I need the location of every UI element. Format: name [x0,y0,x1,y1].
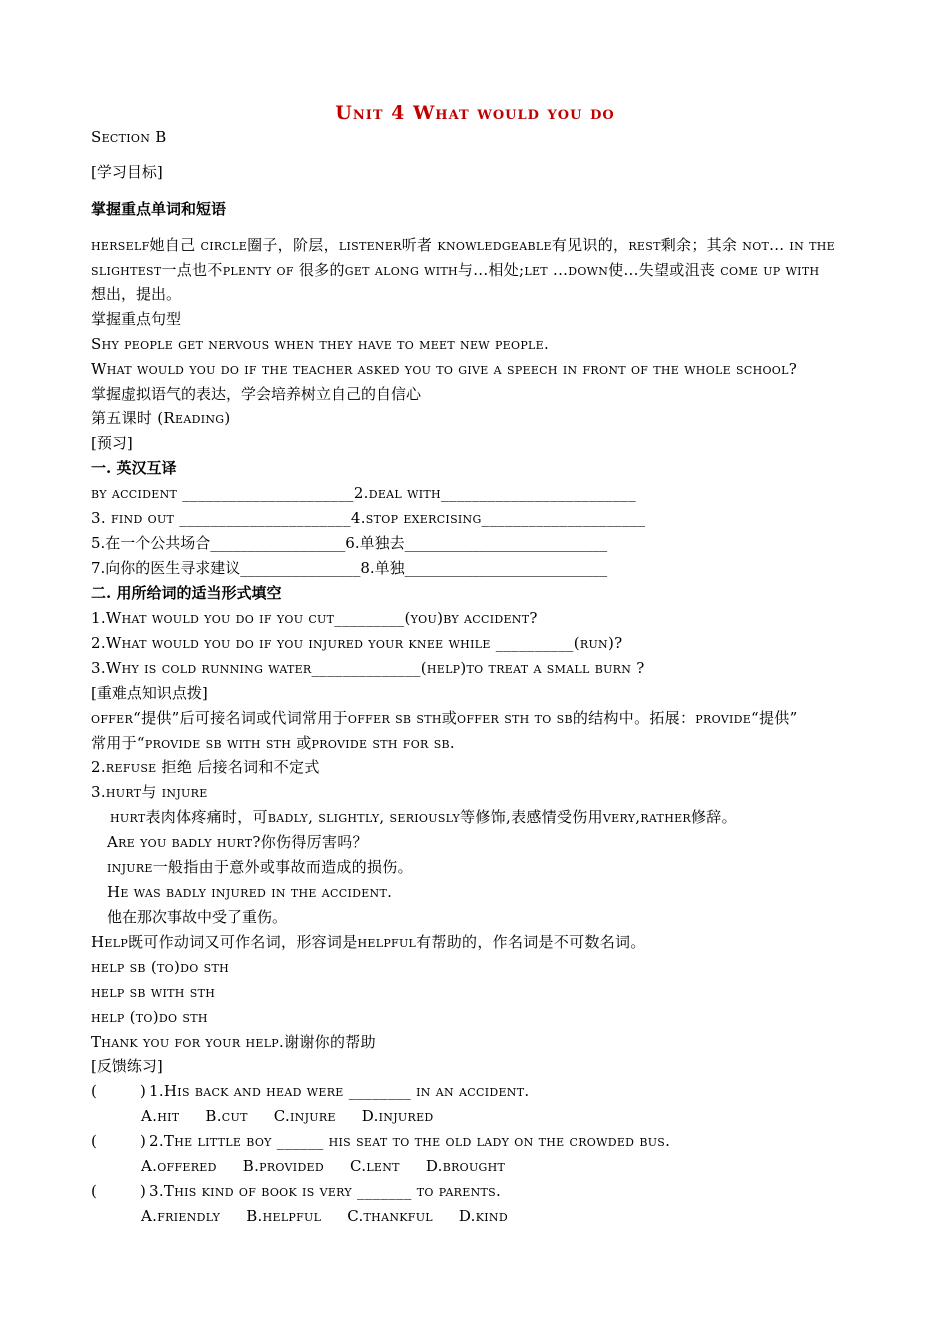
refuse-note: 2.refuse 拒绝 后接名词和不定式 [91,758,320,776]
help-pattern-2: help sb with sth [91,983,216,1001]
injure-note: injure一般指由于意外或事故而造成的损伤。 [107,858,413,876]
heading-practice: [反馈练习] [91,1057,163,1075]
exercise-2-paren-close: ) [140,1132,146,1150]
section-label: Section B [91,128,167,146]
help-pattern-3: help (to)do sth [91,1008,208,1026]
vocab-line-1: herself她自己 circle圈子，阶层，listener听者 knowledgeable有见识的，rest剩余；其余 not... in the [91,236,835,254]
option-c: C.injure [273,1107,336,1125]
heading-key-words: 掌握重点单词和短语 [91,200,227,218]
exercise-3-paren-close: ) [140,1182,146,1200]
vocab-line-2: slightest一点也不plenty of 很多的get along with与...相处;let ...down使...失望或沮丧 come up with [91,261,820,279]
exercise-2-paren-open: ( [91,1132,97,1150]
objective-subjunctive: 掌握虚拟语气的表达，学会培养树立自己的自信心 [91,385,422,403]
option-a: A.offered [141,1157,217,1175]
option-d: D.kind [458,1207,508,1225]
fill-item-3: 3.Why is cold running water______________(help)to treat a small burn ? [91,659,645,677]
injure-example-translation: 他在那次事故中受了重伤。 [107,908,288,926]
hurt-injure-heading: 3.hurt与 injure [91,783,208,801]
translate-row-4: 7.向你的医生寻求建议________________8.单独___________________________ [91,559,608,577]
exercise-3-question: 3.This kind of book is very _______ to parents. [149,1182,502,1200]
exercise-1-paren-open: ( [91,1082,97,1100]
help-pattern-1: help sb (to)do sth [91,958,230,976]
offer-note-2: 常用于“provide sb with sth 或provide sth for sb. [91,734,455,752]
exercise-2-options [141,1156,531,1176]
heading-key-points: [重难点知识点拨] [91,684,208,702]
offer-note-1: offer“提供”后可接名词或代词常用于offer sb sth或offer sth to sb的结构中。拓展：provide“提供” [91,709,798,727]
hurt-example: Are you badly hurt?你伤得厉害吗？ [107,833,368,851]
page-title: Unit 4 What would you do [335,102,615,124]
fill-item-2: 2.What would you do if you injured your knee while __________(run)? [91,634,623,652]
fill-item-1: 1.What would you do if you cut_________(you)by accident? [91,609,538,627]
injure-example: He was badly injured in the accident. [107,883,393,901]
exercise-3-options [141,1206,534,1226]
heading-fill-forms: 二. 用所给词的适当形式填空 [91,584,282,602]
option-b: B.helpful [246,1207,322,1225]
vocab-line-3: 想出，提出。 [91,285,182,303]
exercise-1-options [141,1106,460,1126]
option-d: D.brought [425,1157,506,1175]
heading-preview: [预习] [91,434,133,452]
translate-row-3: 5.在一个公共场合__________________6.单独去___________________________ [91,534,608,552]
heading-objectives: [学习目标] [91,163,163,181]
hurt-note: hurt表肉体疼痛时，可badly, slightly, seriously等修饰,表感情受伤用very,rather修辞。 [110,808,737,826]
heading-translate: 一. 英汉互译 [91,459,177,477]
option-a: A.hit [141,1107,180,1125]
option-d: D.injured [361,1107,434,1125]
option-c: C.lent [350,1157,400,1175]
help-example: Thank you for your help.谢谢你的帮助 [91,1033,376,1051]
exercise-2-question: 2.The little boy ______ his seat to the old lady on the crowded bus. [149,1132,671,1150]
exercise-1-paren-close: ) [140,1082,146,1100]
option-b: B.cut [205,1107,248,1125]
lesson-label: 第五课时 (Reading) [91,409,231,427]
exercise-3-paren-open: ( [91,1182,97,1200]
sentence-1: Shy people get nervous when they have to meet new people. [91,335,550,353]
exercise-1-question: 1.His back and head were ________ in an accident. [149,1082,530,1100]
option-a: A.friendly [141,1207,221,1225]
translate-row-2: 3. find out ______________________4.stop exercising_____________________ [91,509,646,527]
option-b: B.provided [242,1157,325,1175]
help-note: Help既可作动词又可作名词，形容词是helpful有帮助的，作名词是不可数名词。 [91,933,646,951]
sentence-2: What would you do if the teacher asked you to give a speech in front of the whole school? [91,360,798,378]
option-c: C.thankful [347,1207,433,1225]
translate-row-1: by accident ______________________2.deal with_________________________ [91,484,636,502]
heading-key-sentences: 掌握重点句型 [91,310,182,328]
